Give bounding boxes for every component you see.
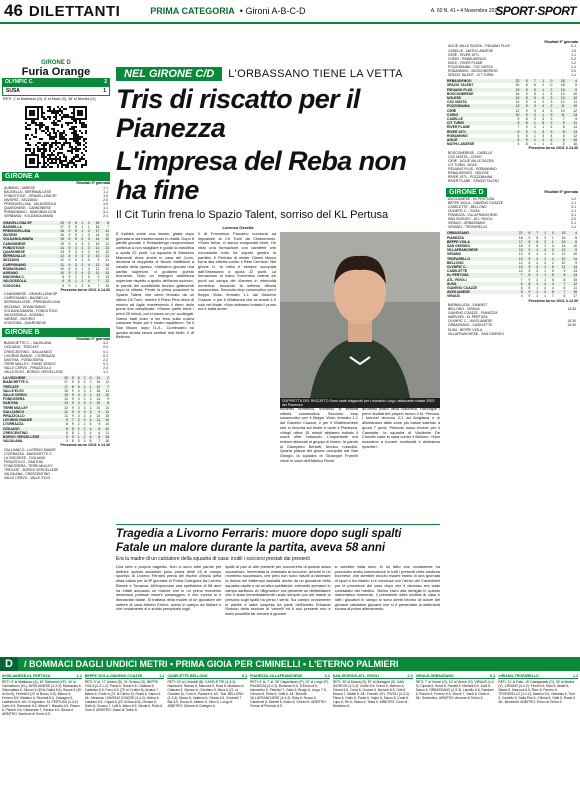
team-name: Furia Orange <box>21 66 91 78</box>
subheadline: Il Cit Turin frena lo Spazio Talent, sorriso del KL Pertusa <box>116 209 389 221</box>
standings-row: SPAZIO TALENT 20 8 6 2 0 18 5 <box>447 83 577 88</box>
result-row: VERBANIA - VOLDANOLIMARA 2-4 <box>4 214 108 219</box>
result-row: VALLE CERVO - PIRAZZOLLO 2-4 <box>4 365 108 370</box>
standings-row: ROMAGNANO 10 8 3 1 4 11 12 <box>3 266 109 271</box>
standings-row: MADONNA C. 8 9 2 2 5 9 13 <box>3 275 109 280</box>
result-row: AGLIÈ VALLE SACRA - FIDUANO PLUS 0-1 <box>448 44 576 49</box>
main-article <box>116 24 440 698</box>
standings-row: RIVER PLANE 7 9 2 1 6 8 14 <box>447 125 577 130</box>
result-row: AVIGLIANESE - KL PERTUSA 1-2 <box>448 196 576 201</box>
group-d-title: GIRONE D <box>446 188 487 197</box>
fixture-row: VOLDANOLIMARA - FONDOTOCE <box>4 308 58 313</box>
fixture-row: GALLIANICO - LIVORNO BIANZE <box>4 447 56 452</box>
standings-row: RIVER 1971 6 9 1 3 5 8 13 <box>447 129 577 134</box>
story2-column-1: Una vera e propria tragedia. Non ci sono altre parole per definire quanto accaduto poco prima delle 15 al campo sportivo di Livorno Ferraris prima del fischio d'inizio della sfida valida per la 8ª giornata di Prima Categoria tra Livorno Bianzè e Torrazza. All'improvviso una spettatrice di 58 anni ha infatti accusato un malore che in un primo momento sembrava potesse essere passeggero e che invece si è dimostrato fatale. Si trattava della madre di un giocatore del settore di casa Alberto Enrico, sceso in campo da titolare e che ovviamente si è subito precipitato sugli <box>116 565 222 612</box>
standings-row: TRECATE 17 8 5 2 1 12 7 <box>3 384 109 389</box>
match-report-title: AVIGLIANESE-KL PERTUSA 1-2 <box>2 674 82 678</box>
fixture-row: CIT TURIN - NOLE <box>448 163 477 168</box>
standings-row: CASELLE 9 8 2 3 3 7 9 <box>447 116 577 121</box>
result-row: FONDOTOCE - GRAVELLONA SP 1-0 <box>4 194 108 198</box>
group-b-results-label: Risultati 9ª giornata <box>76 336 110 341</box>
standings-row: CIRIÈ 12 9 3 3 3 10 12 <box>447 108 577 113</box>
story2-column-3: si sarebbe fatta sera. In un fatto che ovviamente ha provocato molta commozione in tutti i presenti nella struttura livornese, che avrebbe dovuto essere teatro di una giornata di sport e fra intanto si è conclusa con l'arrivo dei Carabinieri per le procedure del caso dopo che il decesso era stato constatato dal medico. Siamo vicini alla famiglia in questo drammatico momento. Il presidente della società di casa e tutti i giocatori in campo si sono stretti intorno al dolore del giovane calciatore giovane che si è presentato la settimana scorsa al primo allenamento. <box>334 565 440 612</box>
masthead-logo: SPORT·SPORT <box>495 4 576 18</box>
result-row: CORIO - REBAUDENGO 0-2 <box>448 56 576 61</box>
fixture-row: CARPIGNANO - BAGNELLA <box>4 296 48 301</box>
fixture-row: CSC NOSTA - CORIO <box>448 154 482 159</box>
standings-row: CANNOBIESE 15 9 4 3 2 15 12 <box>3 241 109 246</box>
standings-row: VOGOGNA 5 9 1 2 6 7 15 <box>3 283 109 288</box>
fixture-row: CIRIÈ - AGLIÈ VALLE SACRA <box>448 159 494 163</box>
group-d-results-label: Risultati 9ª giornata <box>544 189 578 194</box>
groups-label: • Gironi A-B-C-D <box>239 6 306 16</box>
player-photo <box>280 232 440 398</box>
section-title: DILETTANTI <box>28 2 121 20</box>
standings-row: PREDNIVELLINA 16 9 5 1 3 17 11 <box>3 228 109 233</box>
article-column-1: È iniziata come una favola, girata dopo giornata si sta trasformando in realtà. Dopo 8 partite giocate, il Rebandengo neopromosso continua a non sbagliare e guida la classifica a quota 22 punti. La squadra di Massimo Mammuti vince anche in casa del Corio, decisiva la doppietta di Nicolò Maffeisoli a cavallo della ripresa. «Abbiamo giocato una partita superiore, ci godiamo questo momento. Noto un impegno addirittura superiore rispetto a quello dell'anno scorso», le parole del soddisfatto tecnico gialloverdi dopo la vittoria. Perde la prima posizione lo Spazio Talent, che viene fermato da un ottimo Cit Turin, mentre il Fiano Plus vince di misura ad Aglié mantenendo il ritmo delle prime due classificate. «Siamo partiti bene i primi 25 minuti, poi ci siamo un po' scollegati. Siamo stati bravi a far leva sulla nostra coesione finale per il nostro equilibrio». Se il San Mauro dopo l'1-0... Continuano su questa strada senza sentirsi mai belli», il dt Bellomo. <box>116 232 194 340</box>
match-report <box>498 674 578 800</box>
standings-row: ATL. RIVOLI 7 9 2 1 6 8 15 <box>447 277 577 282</box>
group-b-title: GIRONE B <box>2 328 110 337</box>
result-row: LIVORNO BIANZE - LTORRAZZA 0-2 <box>4 353 108 358</box>
result-row: CASELETTE - BELLONO 0-1 <box>448 204 576 209</box>
group-c-next-label: Prossimo turno 10/11 h.14.30 <box>528 146 578 151</box>
result-row: SPAZIO TALENT - CIT TURIN 1-1 <box>448 73 576 78</box>
fixture-row: SERRAVALLESE - PREDNIVELLINA <box>4 300 61 305</box>
standings-row: GIAVENO COAZZE 6 8 1 3 4 6 11 <box>447 285 577 290</box>
fixture-row: GIAVENO COAZZE - PIANEZZA <box>448 311 498 316</box>
standings-row: AGLIÈ 5 9 1 2 6 6 15 <box>447 138 577 142</box>
standings-row: GRAVELLONA SP 19 9 6 1 2 15 8 <box>3 220 109 225</box>
result-row: VIRIANO - TROFARELLO 1-1 <box>448 225 576 230</box>
standings-row: FONDOSERA 14 9 4 2 3 14 9 <box>3 397 109 402</box>
standings-row: QUARONESE 13 9 3 4 2 10 10 <box>3 249 109 254</box>
fixture-row: RIVER 1971 - POZZOMAINA <box>448 175 493 180</box>
standings-row: BELLONO 12 8 3 3 2 10 9 <box>447 260 577 265</box>
fixture-row: SEZZANO - ROMAGNANO <box>4 304 46 309</box>
fixture-row: MARVORI - KL PERTUSA <box>448 315 488 320</box>
score-row-home: OLYMPIC C. 2 <box>2 78 110 86</box>
headline-1: Tris di riscatto per il Pianezza <box>116 84 360 143</box>
match-report-text: RETI: 6' st, 7' st, 35' Cappellazzo (P), 22' st Lorgo (P). PIANEZZA (4-3-3): Bommaci 6.5, D'Errico 6.5, Naccarino 6, Palmieri 7, Gallo 6, Brogo 6, Lorgo 7.5, Cervino 6, Rolle 6, Gatti 6. All.: Bertotti. VILLAFRANCHESE (4-4-2): Rota 6, Rosso 6, Gaudenzi 6, Moretti 6, Bosio 6, Ghezzi 6. ARBITRO: Ferrari di Pinerolo 6.5. <box>250 680 329 708</box>
standings-row: SERRAVALLE 12 8 3 3 2 10 11 <box>3 254 109 259</box>
banner-letter: D <box>0 657 18 671</box>
match-report-title: BEPPE VIOLA-GIAVENO COAZZE 1-1 <box>84 674 165 678</box>
standings-row: CRESCENTINO 6 8 1 3 4 6 11 <box>3 430 109 435</box>
story2-column-2: spalti al pari di altri presenti per soccorrerla di quanto stava accadendo. Immediata la chiamata ai soccorsi, arrivati in un momento successivo, che però non sono riusciti a rianimare la donna nel frattempo assistita anche da un giocatore della squadra ospite e da un'altra spettatrice, entrambi operatori in campo sanitario. Al «Bignardo» era presente un defibrillatore che è stato immediatamente usato sempre con dei malori la persona sugli spalti ha perso i sensi. Sul campo ovviamente le partite è stata sospesa da parte dell'arbitro Edoardo Rosson della sezione di Vercelli ed il suo presenti non è stato possibile far tornare a giocare. <box>225 565 331 617</box>
standings-row: VALLE ELVO 15 9 4 3 2 16 11 <box>3 388 109 393</box>
score-row-away: SUSA 1 <box>2 86 110 96</box>
left-column <box>0 24 112 656</box>
fixture-row: TRECATE - BORGO VERCELLESE <box>4 468 59 473</box>
fixture-row: BARBALUCIA - VIANNOT <box>448 302 488 307</box>
fixture-row: RIVER PLANE - SPAZIO TALENT <box>448 179 500 184</box>
article-column-2: Il dt Francesco Parcamo comincia ad impostare la Cit Turin da Chiaverianni. «Sono felice, ci siamo comportati bene. Ho visto una formazione con carattere che nonostante tutto ha saputo gestire la partita». Il Pertusa di mister Gianni Marzo torna alla vittoria contro il Real Cerntcia. Nel girone D, la vetta è sempre occupata dall'Orbassano a quota 22 punti. La formazione di Ivano Sorrentino ottiene tre punti sul campo del Viarmes in inferiorità numerica, trovando la settima vittoria consecutiva. Secondo stop consecutivo per il Beppe Viola, fermato 1-1 dal Giaveno Coazze, e per il Villafranca che va avanti 1-0 solo nel finale. «Non abbiamo buttato il punto ma è stata dura». <box>198 232 276 312</box>
match-report-text: RETI: 5' st Mattiazzo (A), 40' Raimondi (KP), 44' st Caimantono (KL). AVIGLIANESE (4-3-3): Barbarulla 6, Gianmattea 6, Simoni 6 (40'st Gallet 5.5), Bocca 5 (40' st Noi 6), Ferretti 6 (22' st Boccu 5.5), Bianco 6, Ferrero 5.5, Mariano 6, Rezziati 6.5, Calcagno 6, Lanfranchi 6. All.: Di Agostino. KL PERTUSA (4-4-2): Caris 6.5, Raimondi 6.5, Alberti 7, Baratto 6.5, Piazzo 6, Pistore 6.5, Cantaneta 7, Gerace 6.5, Bocca 6. ARBITRO: Zamboni di Torino 6.5. <box>2 680 82 716</box>
standings-row: REBAUDENGO 22 8 7 1 0 18 4 <box>447 79 577 84</box>
group-b-box <box>2 328 110 481</box>
standings-row: PIRAZZOLLO 11 9 3 2 4 13 15 <box>3 413 109 418</box>
group-a-results-label: Risultati 9ª giornata <box>76 181 110 186</box>
standings-row: GALLIANICO 12 9 3 3 3 9 11 <box>3 409 109 414</box>
match-report-title: PIANEZZA-VILLAFRANCHESE 3-1 <box>250 674 330 678</box>
standings-row: VALDOSSOLA 6 8 1 3 4 7 12 <box>3 279 109 284</box>
standings-row: VIRAUS 4 9 1 1 7 5 17 <box>447 294 577 299</box>
fixture-row: PIRAZZOLLO - SANTHIA <box>4 460 43 465</box>
result-row: NOLE - RIVER PLANE 1-2 <box>448 60 576 65</box>
player-photo-image <box>280 232 440 398</box>
standings-row: POZZOMAINA 13 9 3 4 2 11 10 <box>447 104 577 109</box>
standings-row: BIANCHETTE C. 17 9 5 2 2 19 12 <box>3 380 109 385</box>
standings-row: VALLE CERVO 15 9 4 3 2 13 12 <box>3 392 109 397</box>
result-row: BAGNELLA - SERRAVALLESE 1-1 <box>4 189 108 194</box>
result-row: CRESCENTINO - GALLIANICO 0-1 <box>4 349 108 354</box>
fixture-row: CANNOBIESE - GRAVELLONA SP <box>4 292 58 297</box>
result-row: BIANCHETTE C. - VALDILANA 3-2 <box>4 341 108 346</box>
category-label: PRIMA CATEGORIA <box>150 6 235 16</box>
fixture-row: FIDUANO PLUS - ROBANNINO <box>448 167 497 172</box>
match-report <box>416 674 496 800</box>
fixture-row: LA VISCHESE - CIGLIANO <box>4 455 46 460</box>
result-row: INVORIO - SEZZANO 2-0 <box>4 198 108 203</box>
story2-headline-2: Fatale un malore durante la partita, aveva 58 anni <box>116 542 386 554</box>
match-report-text: RETI: 11' st Fallo, 15' Casagrande (O), 36' st Molina (V). VIRIANO (4-4-2): Ferrero 6, Mori 6, Abate 6, Sasso 6, Mazzoni 6.5, Ricci 6, Ferrero 6. TROFARELLO (4-4-2): Martino 6.5, Gianesio 6, Torri 6, Castello 6, Dalla Pria 6, Chiesa 6, Gatti 6, Rossi 6. All.: Benedetti. ARBITRO: Errico di Torino 6. <box>498 680 576 704</box>
standings-row: BEPPE VIOLA 17 8 5 2 1 13 6 <box>447 239 577 244</box>
result-row: POZZOMAINA - CSC NOSTA 1-1 <box>448 64 576 69</box>
group-b-next-label: Prossimo turno 10/11 h.14.30 <box>60 443 110 448</box>
standings-row: SANTHIA 13 9 3 4 2 10 8 <box>3 401 109 406</box>
fixture-row: VILLAFRANCHESE - SAN GIORGIO <box>448 331 504 336</box>
result-row: ROMAGNANO - MADONNA CIGN 3-1 <box>4 210 108 215</box>
group-c-results-label: Risultati 9ª giornata <box>544 40 578 44</box>
standings-row: BAGNELLA 17 8 5 2 1 16 7 <box>3 224 109 229</box>
headline-2: L'impresa del Reba non ha fine <box>116 146 407 205</box>
group-a-next-label: Prossimo turno 10/11 h.14.30 <box>60 287 110 292</box>
standings-row: PIANEZZA 18 9 5 3 1 16 8 <box>447 235 577 240</box>
standings-row: AVIGLIANESE 5 9 1 2 6 7 16 <box>447 290 577 295</box>
standings-row: CIGLIANO 8 8 2 2 4 8 12 <box>3 426 109 431</box>
fixture-row: LTORRAZZA - BIANCHETTE C. <box>4 451 53 456</box>
qr-code[interactable] <box>25 106 87 168</box>
standings-row: BORGO VERCELLESE 5 9 1 2 6 6 15 <box>3 434 109 439</box>
match-reports <box>2 674 578 800</box>
banner-text: / BOMMACI DAGLI UNDICI METRI • PRIMA GIOIA PER CIMINELLI • L'ETERNO PALMIERI <box>23 659 399 669</box>
article-tag <box>116 66 440 81</box>
fixture-row: FONDOSERA - TERRI MULLEY <box>4 464 53 469</box>
standings-row: LTORRAZZA 8 9 2 2 5 9 14 <box>3 422 109 427</box>
result-row: SAN GIORGIO - ATL. RIVOLI 2-0 <box>448 217 576 222</box>
fixture-row: VALLE CERVO - VALLE ELVO <box>4 476 51 481</box>
result-row: TERRI MULLEY - PIANO VENICE 0-1 <box>4 361 108 366</box>
group-d-next-label: Prossimo turno 10/11 h.14.30 <box>528 298 578 303</box>
standings-row: AGRANO 10 9 2 4 3 11 13 <box>3 271 109 275</box>
fixture-row: BOSCONERESE - CASELLE <box>448 150 493 155</box>
standings-row: VILLAFRANCHESE 15 9 4 3 2 12 9 <box>447 248 577 253</box>
standings-row: CSC NOSTA 14 9 4 2 3 12 11 <box>447 100 577 105</box>
standings-row: ORBASSANO 22 8 7 1 0 15 4 <box>447 231 577 236</box>
result-row: BEPPE VIOLA - GIAVENO COAZZE 1-1 <box>448 200 576 205</box>
standings-row: TERRI MULLEY 12 9 3 3 3 10 13 <box>3 405 109 410</box>
match-report-text: RETI: 20' st Ciminelli (B). CASELETTE (4-3-3): Nanchai 6, Bianco 6, Manzoni 6, Rota 6, Mussano 6, Calarasi 6, Gerace 6, Giordano 6, Mura 6 (21' st Giordani 6), Corio 6, Pastore 6. All.: Tosi. BELLONO (4-3-3): Marco 6, Valdeca 6, Giusta 6.5, Ciminelli 7, Bar 6.5, Rocco 6, Alberto 6, Vinci 6, Longo 6. ARBITRO: Ghione di Collegno 6. <box>167 680 245 708</box>
story2-subhead: Era la madre di un calciatore della squadra di casa: inutili i soccorsi prestati dai presenti <box>116 556 310 562</box>
group-a-box <box>2 172 110 325</box>
standings-row: SAN GIORGIO 16 9 5 1 3 14 10 <box>447 243 577 248</box>
girone-label: GIRONE D <box>41 60 71 66</box>
standings-row: NOLESE 15 8 5 0 3 13 10 <box>447 95 577 100</box>
standings-row: FIDUANO PLUS 19 9 6 1 2 15 9 <box>447 87 577 92</box>
issue-date: A. 60 N. 41 • 4 Novembre 2024 <box>430 8 500 14</box>
result-row: CIGLIANO - TRECATE 2-0 <box>4 345 108 350</box>
story2-headline-1: Tragedia a Livorno Ferraris: muore dopo sugli spalti <box>116 528 402 540</box>
match-report-text: RETI: 9' st, 17' Amaro (B), 31' Grosso (G). BEPPE VIOLA (4-3-1-2): Piana 6, Rossi 6.5, Calabria 6, Catterino 6.5, Ferro 6.5 (75' st Contini 6), Arnara 7, Marzo 6, Fonte 6 (21' st Ciervo 6), Rossi 6, Sacco 6. All.: Messina. GIAVENO COAZZE (4-4-2): Alvino 6, Cassaro 6.5, Coppa 6 (22' st Bocca 6), Gerace 6, Gallo 6, Grosso 7, Lalli 6, Mano 6.5, Nicola 6, Rollo 6, Tomi 6. ARBITRO: Dassi di Torino 6. <box>84 680 164 712</box>
result-row: SANTHIA - FONDOSERA 2-2 <box>4 357 108 362</box>
page-header <box>0 0 580 24</box>
fixture-row: BELLONO - VIRAUS 14:30 <box>448 307 576 312</box>
match-report-title: SAN GIORGIO-ATL. RIVOLI 2-0 <box>332 674 413 678</box>
article-column-3: forderito numerico, trovando la settima vittoria consecutiva. Secondo stop consecutivo per il Beppe Viola, fermato 1-1 dal Giaveno Coazze, e per il Villafranchese che si rimonta sul finale e cade a Pianezza. «Negli ultimi 15 minuti abbiamo buttato il cuore oltre l'ostacolo. L'importante era restare attaccati al gruppo di testa», le parole di Giampiero Bertotti, tecnico rossoblù. Quarta piazza del girone occupata dal San Giorgio, la squadra di Giuseppe Franchi vince in casa dell'Atletico Rivoli. <box>280 407 358 463</box>
match-report-title: VIRAUS-ORBASSANO 0-1 <box>415 674 496 678</box>
standings-row: CARPIGNANO 11 9 3 2 4 12 14 <box>3 262 109 267</box>
match-report-title: VIRIANO-TROFARELLO 1-1 <box>498 674 579 678</box>
page-number: 46 <box>4 1 23 20</box>
match-report <box>85 674 165 800</box>
match-report-text: RETI: 7' st Virone (O), 12' st Virone (O). VIRAUS (4-3-3): Cipolla 6, Serra 6, Fenatti 6, Mariani 6.5, Sorti 6, Sacco 6. ORBASSANO (4-3-3): Lanzilio 6.5, Damiani 6, Ronchi 6, Ferrero 6.5, Virone 7, Santi 6, Gatto 6. All.: Sorrentino. ARBITRO: Aimone di Torino 6. <box>415 680 495 700</box>
standings-row: BOSCONERESE 16 9 5 1 3 14 10 <box>447 91 577 96</box>
standings-row: ROBANNINO 6 8 1 3 4 6 12 <box>447 133 577 138</box>
standings-row: VIRIANO 13 8 4 1 3 11 10 <box>447 252 577 257</box>
standings-row: SEZZANO 12 9 3 3 3 9 11 <box>3 258 109 263</box>
match-report <box>2 674 82 800</box>
standings-row: LIVORNO BIANZE 9 7 2 3 2 11 10 <box>3 418 109 423</box>
result-row: PREDNIVELLINA - VALDOSSOLA 1-0 <box>4 202 108 207</box>
standings-row: SUSA 6 8 1 3 4 7 12 <box>447 281 577 286</box>
standings-row: VALDILANA 3 8 0 3 5 7 16 <box>3 439 109 444</box>
match-report-title: CASELETTE-BELLONO 0-1 <box>167 674 248 678</box>
group-a-title: GIRONE A <box>2 172 110 181</box>
fixture-row: ORBASSANO - CASELETTE 14:30 <box>448 323 576 328</box>
result-row: OLYMPIC C. - SUSA 2-1 <box>448 208 576 213</box>
standings-row: VOLDANOLIMARA 15 8 5 0 3 14 10 <box>3 237 109 242</box>
fixture-row: REBAUDENGO - NOLESE <box>448 171 489 176</box>
result-row: ROBANNINO - BOSCONERESE 2-0 <box>448 68 576 73</box>
scorers: RETI: 1' st Mattiazzo (O), 8' st Marzi (S), 38' st Nicolini (O). <box>3 97 97 101</box>
result-row: CIRIÈ - RIVER 1971 1-1 <box>448 52 576 57</box>
photo-caption: DOPPIETTA DEL RISCATTO Sono state stagionali per Leonardo Lorgo, attaccante classe 2003 del Pianezza <box>280 398 440 408</box>
fixture-row: SUSA - BEPPE VIOLA <box>448 327 483 332</box>
standings-row: KL PERTUSA 7 8 2 1 5 8 13 <box>447 273 577 278</box>
right-column <box>446 40 578 336</box>
standings-row: FONDOTOCE 14 9 4 2 3 12 13 <box>3 245 109 250</box>
result-row: CASELLE - MATHI LANZESE 1-0 <box>448 48 576 53</box>
tag-group: NEL GIRONE C/D <box>116 67 222 81</box>
standings-row: INVORIO 16 9 5 1 3 14 10 <box>3 233 109 238</box>
tag-text: L'ORBASSANO TIENE LA VETTA <box>228 67 403 80</box>
result-row: VALLE ELVO - BORGO VERCELLESE 1-1 <box>4 370 108 375</box>
author: Lorenzo Ossella <box>222 225 254 230</box>
fixture-row: OLYMPIC C. - AVIGLIANESE 14:30 <box>448 319 576 324</box>
result-row: PIANEZZA - VILLAFRANCHESE 3-1 <box>448 212 576 217</box>
fixture-row: VALDILANA - CRESCENTINO <box>4 472 50 477</box>
fixture-row: VOGOGNA - QUARONESE <box>4 320 47 325</box>
match-report <box>250 674 330 800</box>
fixture-row: VARESE - INVORIO <box>4 316 35 321</box>
standings-row: TROFARELLO 13 9 4 1 4 12 11 <box>447 256 577 261</box>
match-report <box>167 674 247 800</box>
result-row: VIRAUS - ORBASSANO 0-1 <box>448 221 576 226</box>
standings-row: LA VISCHESE 20 9 6 2 0 14 2 <box>3 376 109 381</box>
standings-row: CIT TURIN 8 8 1 5 2 9 11 <box>447 121 577 126</box>
result-row: QUARONESE - CANNOBIESE 1-1 <box>4 206 108 211</box>
article-column-4: all'ultimo posto della classifica. Raccoglie i primi risultati del proprio lavoro il KL Pertusa. I torinesi vincono 2-1 ad Avigliana e si allontanano dalle zone più basse salendo a quota 7 punti. Pirlondo rosso invece per il Caselette, la squadra di Vladimiro De Concilio cade in casa contro il Bellono. «Non riusciamo a trovare continuità e dobbiamo ripartire». <box>362 407 440 449</box>
bottom-banner <box>0 657 580 671</box>
match-report <box>333 674 413 800</box>
standings-row: MATHI LANZESE 4 8 1 1 6 5 16 <box>447 142 577 147</box>
result-row: AURANO - VARESE 1-1 <box>4 185 108 190</box>
match-report-text: RETI: 30' st Mosca (S), 57' st Mainguet (S). SAN GIORGIO (4-3-3): Cultrè 6.5, Greco 6, Marcon 6, Torresi 6.5, Cena 6, Grosso 6, Nevone 6.5, Dott 6, Mosca 7, Mattei 6. All.: Franchi. ATL. RIVOLI (4-3-3): Fisso 6, Gallo 6, Ponte 6, Volpe 6, Sacco 6, Coda 6, Lupo 6, Re 6, Sasso 6, Testa 6. ARBITRO: Conti di Nichelino 6. <box>332 680 410 708</box>
standings-row: CORIO 10 9 3 1 5 11 13 <box>447 112 577 117</box>
standings-row: CASELETTE 10 9 3 1 5 9 13 <box>447 269 577 274</box>
standings-row: OLYMPIC C. 10 9 3 1 5 11 14 <box>447 264 577 269</box>
fixture-row: VALDOSSOLA - AGRANO <box>4 312 44 317</box>
